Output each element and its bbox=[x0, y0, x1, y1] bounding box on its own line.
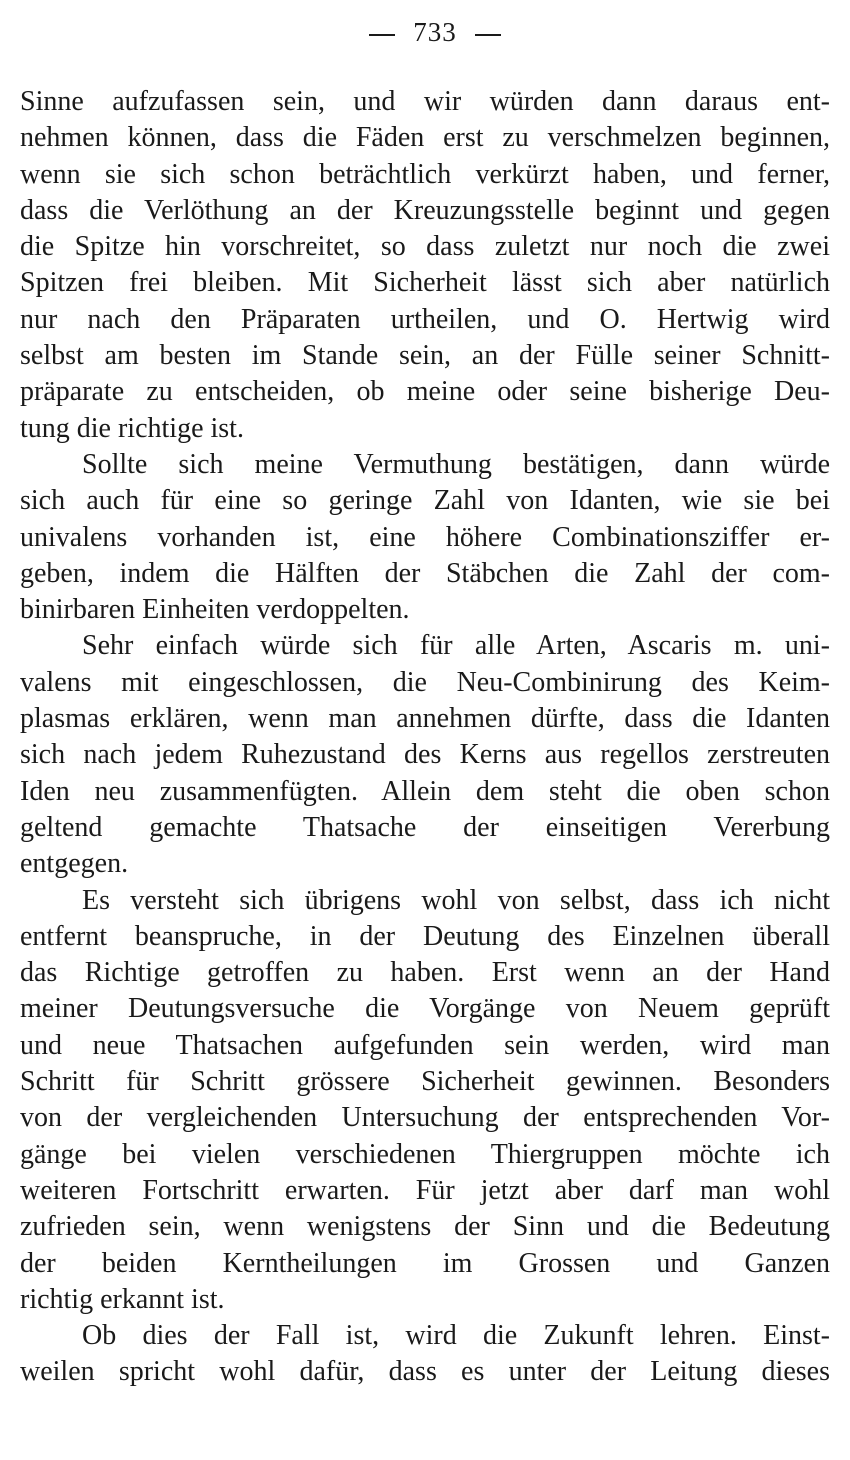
text-line: selbst am besten im Stande sein, an der Fülle seiner Schnitt- bbox=[20, 340, 830, 372]
text-line: entgegen. bbox=[20, 848, 129, 880]
text-line: sich auch für eine so geringe Zahl von Idanten, wie sie bei bbox=[20, 485, 830, 517]
text-line: meiner Deutungsversuche die Vorgänge von Neuem geprüft bbox=[20, 993, 830, 1025]
text-line: sich nach jedem Ruhezustand des Kerns aus regellos zerstreuten bbox=[20, 739, 830, 771]
text-line: Schritt für Schritt grössere Sicherheit gewinnen. Besonders bbox=[20, 1066, 830, 1098]
text-line: binirbaren Einheiten verdoppelten. bbox=[20, 594, 410, 626]
page-number: 733 bbox=[413, 17, 457, 47]
text-line: die Spitze hin vorschreitet, so dass zuletzt nur noch die zwei bbox=[20, 231, 830, 263]
text-line: weiteren Fortschritt erwarten. Für jetzt aber darf man wohl bbox=[20, 1174, 830, 1206]
text-line: tung die richtige ist. bbox=[20, 412, 244, 444]
text-line: geben, indem die Hälften der Stäbchen die Zahl der com- bbox=[20, 557, 830, 589]
text-line: dass die Verlöthung an der Kreuzungsstelle beginnt und gegen bbox=[20, 194, 830, 226]
book-page bbox=[20, 14, 830, 1391]
text-line: plasmas erklären, wenn man annehmen dürfte, dass die Idanten bbox=[20, 703, 830, 735]
right-dash bbox=[475, 34, 501, 36]
text-line: Sollte sich meine Vermuthung bestätigen, dann würde bbox=[82, 448, 830, 480]
text-line: und neue Thatsachen aufgefunden sein werden, wird man bbox=[20, 1029, 830, 1061]
text-line: univalens vorhanden ist, eine höhere Combinationsziffer er- bbox=[20, 521, 830, 553]
text-line: nur nach den Präparaten urtheilen, und O. Hertwig wird bbox=[20, 303, 830, 335]
text-line: wenn sie sich schon beträchtlich verkürzt haben, und ferner, bbox=[20, 158, 830, 190]
text-line: weilen spricht wohl dafür, dass es unter der Leitung dieses bbox=[20, 1356, 830, 1388]
text-line: Es versteht sich übrigens wohl von selbst, dass ich nicht bbox=[82, 884, 830, 916]
text-line: nehmen können, dass die Fäden erst zu verschmelzen beginnen, bbox=[20, 122, 830, 154]
text-line: der beiden Kerntheilungen im Grossen und Ganzen bbox=[20, 1247, 830, 1279]
text-line: von der vergleichenden Untersuchung der entsprechenden Vor- bbox=[20, 1102, 830, 1134]
text-line: zufrieden sein, wenn wenigstens der Sinn und die Bedeutung bbox=[20, 1211, 830, 1243]
text-line: präparate zu entscheiden, ob meine oder seine bisherige Deu- bbox=[20, 376, 830, 408]
page-number-header bbox=[40, 14, 830, 50]
text-line: Spitzen frei bleiben. Mit Sicherheit lässt sich aber natürlich bbox=[20, 267, 830, 299]
text-line: Sinne aufzufassen sein, und wir würden dann daraus ent- bbox=[20, 86, 830, 117]
text-line: gänge bei vielen verschiedenen Thiergruppen möchte ich bbox=[20, 1138, 830, 1170]
text-line: geltend gemachte Thatsache der einseitigen Vererbung bbox=[20, 811, 830, 843]
text-line: valens mit eingeschlossen, die Neu-Combinirung des Keim- bbox=[20, 666, 830, 698]
text-line: Ob dies der Fall ist, wird die Zukunft lehren. Einst- bbox=[82, 1320, 830, 1352]
text-line: richtig erkannt ist. bbox=[20, 1283, 225, 1315]
body-text bbox=[20, 84, 830, 1391]
text-line: das Richtige getroffen zu haben. Erst wenn an der Hand bbox=[20, 957, 830, 989]
text-line: Sehr einfach würde sich für alle Arten, Ascaris m. uni- bbox=[82, 630, 830, 662]
text-line: entfernt beanspruche, in der Deutung des Einzelnen überall bbox=[20, 920, 830, 952]
left-dash bbox=[369, 34, 395, 36]
text-line: Iden neu zusammenfügten. Allein dem steht die oben schon bbox=[20, 775, 830, 807]
